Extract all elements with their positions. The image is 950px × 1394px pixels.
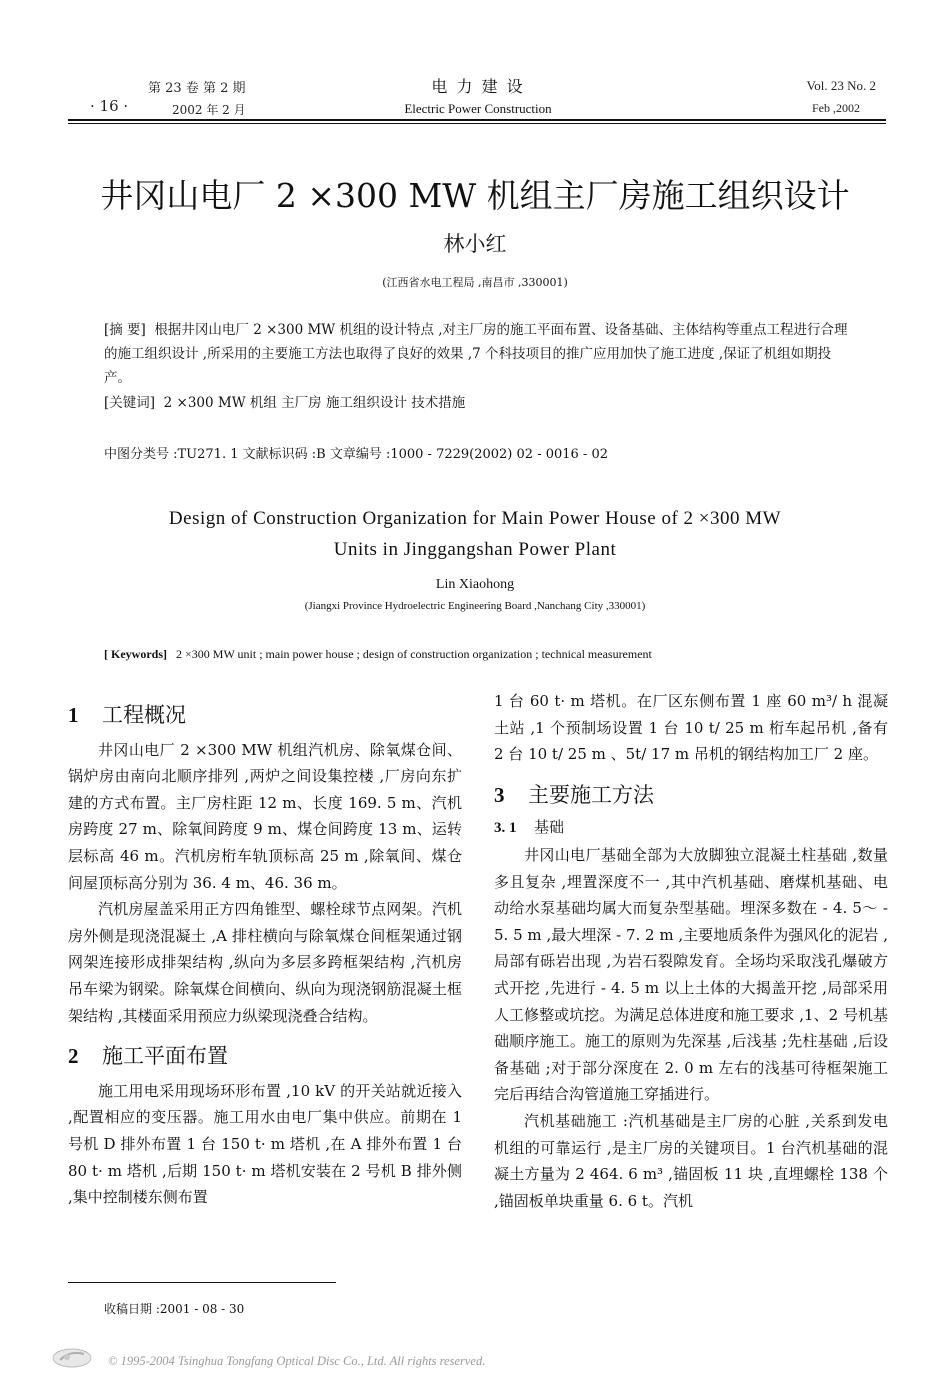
english-keywords-label: [ Keywords] <box>104 647 167 661</box>
section-1-number: 1 <box>68 703 79 727</box>
article-title: 井冈山电厂 2 ×300 MW 机组主厂房施工组织设计 <box>100 176 850 215</box>
header-rule-thin <box>68 123 886 124</box>
classification-line: 中图分类号 :TU271. 1 文献标识码 :B 文章编号 :1000 - 7229(2002) 02 - 0016 - 02 <box>104 447 608 462</box>
section-3-1-heading <box>494 814 888 842</box>
article-affiliation: (江西省水电工程局 ,南昌市 ,330001) <box>382 276 568 289</box>
header-journal-en: Electric Power Construction <box>404 101 552 116</box>
copyright-notice: © 1995-2004 Tsinghua Tongfang Optical Disc Co., Ltd. All rights reserved. <box>108 1354 486 1368</box>
english-author: Lin Xiaohong <box>435 577 515 592</box>
section-3-1-paragraph-1: 井冈山电厂基础全部为大放脚独立混凝土柱基础 ,数量多且复杂 ,埋置深度不一 ,其中汽机基础、磨煤机基础、电动给水泵基础均属大而复杂型基础。埋深多数在 - 4. 5～ - 5. 5 m ,最大埋深 - 7. 2 m ,主要地质条件为强风化的泥岩 ,局部有砾岩出现 ,为岩石裂隙发育。全场均采取浅孔爆破方式开挖 ,先进行 - 4. 5 m 以上土体的大揭盖开挖 ,局部采用人工修整或坑挖。为满足总体进度和施工要求 ,1、2 号机基础顺序施工。施工的原则为先深基 ,后浅基 ;先柱基础 ,后设备基础 ;对于部分深度在 2. 0 m 左右的浅基可待框架施工完后再结合沟管道施工穿插进行。 <box>494 845 888 1104</box>
section-2-number: 2 <box>68 1044 79 1069</box>
header-date-en: Feb ,2002 <box>812 101 860 115</box>
section-2-paragraph-1: 施工用电采用现场环形布置 ,10 kV 的开关站就近接入 ,配置相应的变压器。施工用水由电厂集中供应。前期在 1 号机 D 排外布置 1 台 150 t· m 塔机 ,在 A 排外布置 1 台 80 t· m 塔机 ,后期 150 t· m 塔机安装在 2 号机 B 排外侧 ,集中控制楼东侧布置 <box>68 1081 462 1207</box>
section-2-title: 施工平面布置 <box>102 1044 228 1069</box>
section-2-heading <box>68 1043 462 1070</box>
footnote-rule <box>68 1282 336 1283</box>
english-affiliation: (Jiangxi Province Hydroelectric Engineering Board ,Nanchang City ,330001) <box>304 600 646 612</box>
publisher-logo-icon <box>50 1344 94 1370</box>
header-page-number: · 16 · <box>90 97 129 115</box>
section-3-1-paragraph-2: 汽机基础施工 :汽机基础是主厂房的心脏 ,关系到发电机组的可靠运行 ,是主厂房的关键项目。1 台汽机基础的混凝土方量为 2 464. 6 m³ ,锚固板 11 块 ,直埋螺栓 138 个 ,锚固板单块重量 6. 6 t。汽机 <box>494 1111 888 1210</box>
article-author: 林小红 <box>443 232 507 256</box>
keywords-text: 2 ×300 MW 机组 主厂房 施工组织设计 技术措施 <box>163 395 466 411</box>
section-1-paragraph-2: 汽机房屋盖采用正方四角锥型、螺栓球节点网架。汽机房外侧是现浇混凝土 ,A 排柱横向与除氧煤仓间框架通过钢网架连接形成排架结构 ,纵向为多层多跨框架结构 ,汽机房吊车梁为钢梁。除氧煤仓间横向、纵向为现浇钢筋混凝土框架结构 ,其楼面采用预应力纵梁现浇叠合结构。 <box>68 900 462 1025</box>
section-1-title: 工程概况 <box>102 703 186 727</box>
section-3-title: 主要施工方法 <box>528 782 654 807</box>
received-date: 收稿日期 :2001 - 08 - 30 <box>104 1302 245 1316</box>
abstract-text: 根据井冈山电厂 2 ×300 MW 机组的设计特点 ,对主厂房的施工平面布置、设备基础、主体结构等重点工程进行合理的施工组织设计 ,所采用的主要施工方法也取得了良好的效果 ,7 个科技项目的推广应用加快了施工进度 ,保证了机组如期投产。 <box>104 322 848 386</box>
section-1-heading <box>68 702 462 729</box>
header-journal-cn: 电 力 建 设 <box>431 77 525 96</box>
section-1-paragraph-1: 井冈山电厂 2 ×300 MW 机组汽机房、除氧煤仓间、锅炉房由南向北顺序排列 ,两炉之间设集控楼 ,厂房向东扩建的方式布置。主厂房柱距 12 m、长度 169. 5 m、汽机房跨度 27 m、除氧间跨度 9 m、煤仓间跨度 13 m、运转层标高 46 m。汽机房桁车轨顶标高 25 m ,除氧间、煤仓间屋顶标高分别为 36. 4 m、46. 36 m。 <box>68 740 462 892</box>
abstract-label: [摘 要] <box>104 322 146 338</box>
left-column <box>68 702 462 1211</box>
header-volume-en: Vol. 23 No. 2 <box>806 78 876 93</box>
section-2-paragraph-1-continued: 1 台 60 t· m 塔机。在厂区东侧布置 1 座 60 m³/ h 混凝土站 ,1 个预制场设置 1 台 10 t/ 25 m 桁车起吊机 ,备有 2 台 10 t/ 25 m 、5t/ 17 m 吊机的钢结构加工厂 2 座。 <box>494 692 888 764</box>
english-title-line1: Design of Construction Organization for Main Power House of 2 ×300 MW <box>168 508 782 529</box>
keywords-label: [关键词] <box>104 395 156 411</box>
section-3-number: 3 <box>494 782 505 807</box>
section-3-1-title: 基础 <box>534 818 565 837</box>
right-column <box>494 688 888 1214</box>
english-title <box>0 503 950 565</box>
english-title-line2: Units in Jinggangshan Power Plant <box>333 539 617 560</box>
section-3-heading <box>494 782 888 809</box>
english-keywords-text: 2 ×300 MW unit ; main power house ; design of construction organization ; technical measurement <box>176 647 652 661</box>
english-keywords <box>104 647 864 662</box>
keywords <box>104 391 854 415</box>
header-rule-thick <box>68 119 886 121</box>
header-date-cn: 2002 年 2 月 <box>172 103 246 117</box>
abstract <box>104 318 854 390</box>
section-3-1-number: 3. 1 <box>494 820 517 837</box>
header-volume-cn: 第 23 卷 第 2 期 <box>148 81 246 96</box>
